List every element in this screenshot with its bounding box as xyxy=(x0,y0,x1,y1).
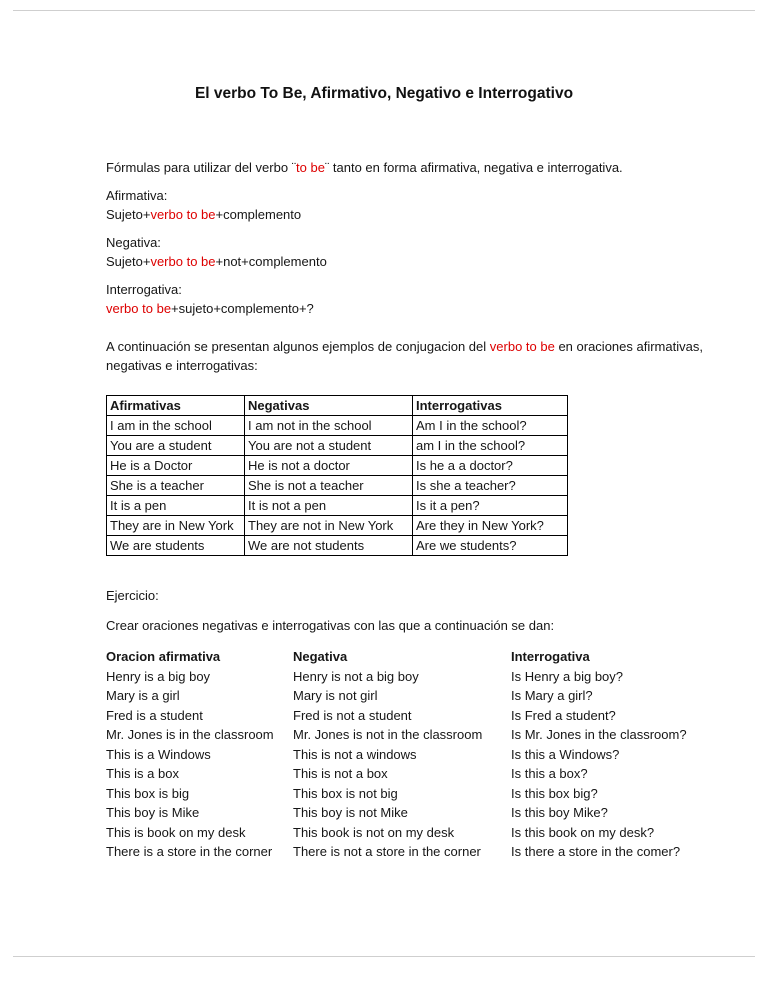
page-edge-top xyxy=(13,10,755,11)
exercise-cell: Fred is not a student xyxy=(293,707,412,723)
highlighted-text: to be xyxy=(296,160,325,175)
exercise-cell: Mary is not girl xyxy=(293,688,378,703)
table-cell: He is a Doctor xyxy=(107,456,245,476)
text-segment: en oraciones afirmativas, negativas e interrogativas: xyxy=(106,339,703,373)
highlighted-text: verbo to be xyxy=(489,339,555,354)
exercise-grid xyxy=(106,647,708,862)
exercise-cell: Is Fred a student? xyxy=(511,707,616,723)
exercise-cell: This boy is Mike xyxy=(106,805,200,820)
intro-paragraph xyxy=(106,158,708,177)
table-cell: am I in the school? xyxy=(413,436,568,456)
table-cell: We are not students xyxy=(245,536,413,556)
exercise-cell: This is not a windows xyxy=(293,746,417,762)
exercise-column-header: Negativa xyxy=(293,649,348,664)
text-segment: +complemento xyxy=(215,207,302,222)
exercise-cell: Is there a store in the comer? xyxy=(511,844,681,859)
exercise-cell: There is not a store in the corner xyxy=(293,844,481,859)
table-cell: You are a student xyxy=(107,436,245,456)
formula-line xyxy=(106,205,708,224)
exercise-cell: Is this boy Mike? xyxy=(511,805,608,820)
formulas-section xyxy=(106,186,708,318)
table-cell: I am in the school xyxy=(107,416,245,436)
table-cell: It is a pen xyxy=(107,496,245,516)
formula-type-label: Negativa: xyxy=(106,235,161,250)
text-segment: ¨ tanto en forma afirmativa, negativa e interrogativa. xyxy=(324,160,623,175)
table-cell: She is a teacher xyxy=(107,476,245,496)
exercise-column-header: Oracion afirmativa xyxy=(106,649,221,664)
text-segment: Sujeto+ xyxy=(106,254,151,269)
table-cell: They are in New York xyxy=(107,516,245,536)
table-header-cell: Negativas xyxy=(245,396,413,416)
conjugation-table xyxy=(106,395,568,556)
page-content xyxy=(106,158,708,862)
highlighted-text: verbo to be xyxy=(150,207,216,222)
table-row xyxy=(107,436,568,456)
exercise-cell: Is Mr. Jones in the classroom? xyxy=(511,727,687,742)
exercise-label: Ejercicio: xyxy=(106,588,159,603)
exercise-cell: This is book on my desk xyxy=(106,824,246,840)
table-cell: It is not a pen xyxy=(245,496,413,516)
exercise-cell: Henry is a big boy xyxy=(106,668,211,684)
page-title: El verbo To Be, Afirmativo, Negativo e Interrogativo xyxy=(194,85,574,102)
formula-line xyxy=(106,252,708,271)
text-segment: Fórmulas para utilizar del verbo ¨ xyxy=(106,160,297,175)
table-row xyxy=(107,416,568,436)
exercise-cell: This book is not on my desk xyxy=(293,824,455,840)
exercise-cell: This is a Windows xyxy=(106,746,211,762)
exercise-cell: Mr. Jones is in the classroom xyxy=(106,727,274,742)
table-header-cell: Afirmativas xyxy=(107,396,245,416)
formula-type-label: Afirmativa: xyxy=(106,188,168,203)
table-row xyxy=(107,476,568,496)
exercise-instruction: Crear oraciones negativas e interrogativas con las que a continuación se dan: xyxy=(106,618,555,633)
exercise-cell: This is a box xyxy=(106,766,179,781)
text-segment: +sujeto+complemento+? xyxy=(171,301,314,316)
exercise-cell: Is this a Windows? xyxy=(511,746,620,762)
formula-block xyxy=(106,233,708,271)
formula-block xyxy=(106,280,708,318)
exercise-cell: Is Mary a girl? xyxy=(511,688,593,703)
table-row xyxy=(107,496,568,516)
table-cell: You are not a student xyxy=(245,436,413,456)
exercise-cell: Fred is a student xyxy=(106,707,203,723)
table-cell: Is it a pen? xyxy=(413,496,568,516)
formula-type-label: Interrogativa: xyxy=(106,282,182,297)
examples-intro xyxy=(106,337,708,375)
table-row xyxy=(107,536,568,556)
table-cell: I am not in the school xyxy=(245,416,413,436)
highlighted-text: verbo to be xyxy=(150,254,216,269)
table-header-row xyxy=(107,396,568,416)
exercise-cell: Is this box big? xyxy=(511,785,598,801)
table-row xyxy=(107,516,568,536)
table-row xyxy=(107,456,568,476)
table-cell: He is not a doctor xyxy=(245,456,413,476)
formula-block xyxy=(106,186,708,224)
exercise-cell: Is Henry a big boy? xyxy=(511,668,624,684)
page-edge-bottom xyxy=(13,956,755,957)
highlighted-text: verbo to be xyxy=(106,301,172,316)
exercise-cell: Henry is not a big boy xyxy=(293,668,419,684)
exercise-cell: Mr. Jones is not in the classroom xyxy=(293,727,483,742)
table-cell: Am I in the school? xyxy=(413,416,568,436)
table-header-cell: Interrogativas xyxy=(413,396,568,416)
exercise-cell: Mary is a girl xyxy=(106,688,180,703)
table-cell: Are we students? xyxy=(413,536,568,556)
exercise-cell: This boy is not Mike xyxy=(293,805,408,820)
exercise-cell: This box is big xyxy=(106,785,190,801)
exercise-column-header: Interrogativa xyxy=(511,649,590,664)
table-cell: Are they in New York? xyxy=(413,516,568,536)
table-cell: We are students xyxy=(107,536,245,556)
exercise-cell: There is a store in the corner xyxy=(106,844,273,859)
table-cell: Is he a a doctor? xyxy=(413,456,568,476)
text-segment: A continuación se presentan algunos ejemplos de conjugacion del xyxy=(106,339,490,354)
exercise-cell: This box is not big xyxy=(293,785,398,801)
table-cell: She is not a teacher xyxy=(245,476,413,496)
table-cell: They are not in New York xyxy=(245,516,413,536)
exercise-cell: Is this book on my desk? xyxy=(511,824,655,840)
exercise-cell: Is this a box? xyxy=(511,766,588,781)
formula-line xyxy=(106,299,708,318)
exercise-cell: This is not a box xyxy=(293,766,388,781)
table-cell: Is she a teacher? xyxy=(413,476,568,496)
text-segment: +not+complemento xyxy=(215,254,327,269)
text-segment: Sujeto+ xyxy=(106,207,151,222)
